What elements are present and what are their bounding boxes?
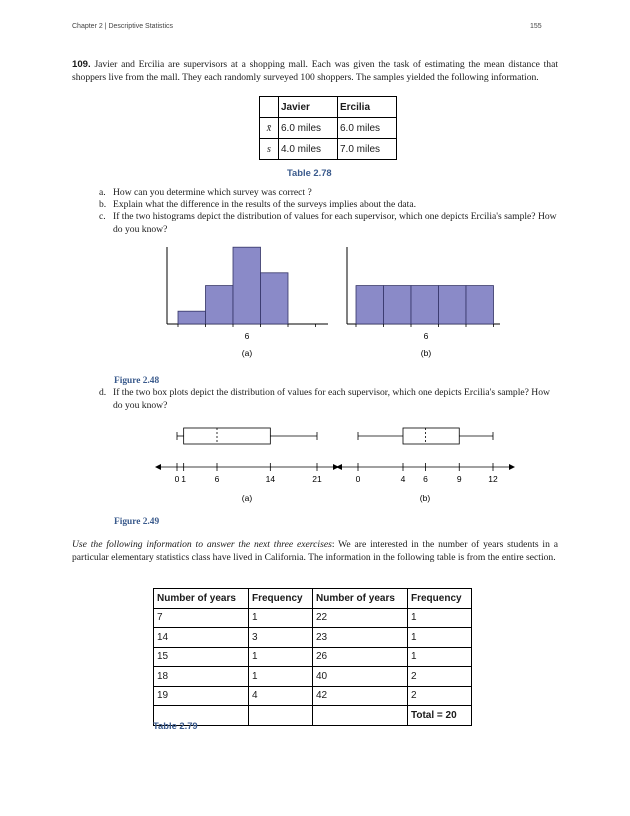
histogram-b bbox=[347, 247, 500, 327]
table-header: Number of years bbox=[313, 589, 408, 609]
histogram-bar bbox=[466, 286, 494, 324]
boxplot-a-label: (a) bbox=[241, 493, 253, 503]
histogram-bar bbox=[178, 311, 206, 324]
table-header-row bbox=[260, 97, 397, 118]
tick-label: 0 bbox=[174, 474, 180, 484]
table-cell: 26 bbox=[313, 647, 408, 667]
tick-label: 6 bbox=[423, 474, 428, 484]
intro-paragraph bbox=[72, 538, 558, 564]
table-cell: 6.0 miles bbox=[279, 118, 338, 139]
table-cell: 42 bbox=[313, 686, 408, 706]
figure-caption: Figure 2.49 bbox=[114, 517, 160, 527]
boxplot-b-label: (b) bbox=[419, 493, 431, 503]
table-header-javier: Javier bbox=[279, 97, 338, 118]
tick-label: 21 bbox=[312, 474, 322, 484]
tick-label: 12 bbox=[488, 474, 498, 484]
table-row bbox=[154, 686, 472, 706]
table-row bbox=[154, 667, 472, 687]
intro-italic: Use the following information to answer the next three exercises bbox=[72, 539, 332, 550]
table-caption: Table 2.79 bbox=[153, 720, 198, 731]
table-row bbox=[260, 118, 397, 139]
table-cell: 23 bbox=[313, 628, 408, 648]
tick-label: 4 bbox=[400, 474, 406, 484]
table-cell: 3 bbox=[249, 628, 313, 648]
table-cell: 19 bbox=[154, 686, 249, 706]
histogram-b-label: (b) bbox=[420, 348, 432, 358]
table-cell: 40 bbox=[313, 667, 408, 687]
section-label: Descriptive Statistics bbox=[108, 23, 174, 30]
table-cell: 18 bbox=[154, 667, 249, 687]
table-row bbox=[260, 139, 397, 160]
table-row bbox=[154, 628, 472, 648]
figure-2-48 bbox=[160, 240, 500, 365]
table-row bbox=[154, 608, 472, 628]
problem-109 bbox=[72, 58, 558, 84]
table-cell: 1 bbox=[249, 647, 313, 667]
tick-label: 6 bbox=[214, 474, 220, 484]
table-total-cell: Total = 20 bbox=[408, 706, 472, 726]
table-cell: 14 bbox=[154, 628, 249, 648]
table-header-ercilia: Ercilia bbox=[338, 97, 397, 118]
figure-2-49 bbox=[155, 420, 515, 505]
table-header: Frequency bbox=[249, 589, 313, 609]
box bbox=[403, 428, 459, 444]
tick-label: 9 bbox=[456, 474, 462, 484]
table-cell: 1 bbox=[249, 608, 313, 628]
table-cell: 1 bbox=[249, 667, 313, 687]
table-cell: 2 bbox=[408, 667, 472, 687]
table-cell: 6.0 miles bbox=[338, 118, 397, 139]
figure-caption: Figure 2.48 bbox=[114, 376, 160, 386]
histogram-bar bbox=[233, 247, 261, 324]
table-header: Number of years bbox=[154, 589, 249, 609]
table-cell: 1 bbox=[408, 608, 472, 628]
table-cell: 7 bbox=[154, 608, 249, 628]
table-2-78 bbox=[259, 96, 397, 160]
table-cell: 22 bbox=[313, 608, 408, 628]
table-cell: 2 bbox=[408, 686, 472, 706]
tick-label: 6 bbox=[423, 331, 429, 341]
table-cell: 1 bbox=[408, 628, 472, 648]
table-header: Frequency bbox=[408, 589, 472, 609]
histogram-a bbox=[167, 247, 328, 327]
running-header: Chapter 2 | Descriptive Statistics bbox=[72, 23, 174, 30]
left-arrow-icon bbox=[155, 464, 161, 470]
boxplot-a bbox=[155, 428, 339, 484]
intro-text: : We are interested in the number of years students in a particular elementary statistics class have lived in California. The information in the following table is from the entire section. bbox=[72, 539, 558, 563]
box bbox=[184, 428, 271, 444]
table-cell bbox=[249, 706, 313, 726]
table-cell: 1 bbox=[408, 647, 472, 667]
chapter-label: Chapter 2 bbox=[72, 23, 103, 30]
table-header-row bbox=[154, 589, 472, 609]
histogram-bar bbox=[439, 286, 467, 324]
table-cell: 15 bbox=[154, 647, 249, 667]
histogram-bar bbox=[261, 273, 289, 324]
histogram-bar bbox=[384, 286, 412, 324]
tick-label: 1 bbox=[181, 474, 187, 484]
left-arrow-icon bbox=[336, 464, 342, 470]
tick-label: 0 bbox=[355, 474, 361, 484]
problem-number: 109. bbox=[72, 59, 91, 70]
table-cell bbox=[313, 706, 408, 726]
histogram-bar bbox=[356, 286, 384, 324]
table-row bbox=[154, 647, 472, 667]
table-cell: x̄ bbox=[260, 118, 279, 139]
table-cell: s bbox=[260, 139, 279, 160]
boxplot-b bbox=[336, 428, 515, 484]
tick-label: 6 bbox=[244, 331, 250, 341]
histogram-a-label: (a) bbox=[241, 348, 253, 358]
table-cell bbox=[260, 97, 279, 118]
table-row bbox=[154, 706, 472, 726]
histogram-bar bbox=[411, 286, 439, 324]
tick-label: 14 bbox=[265, 474, 276, 484]
problem-text: Javier and Ercilia are supervisors at a shopping mall. Each was given the task of estimating the mean distance that shoppers live from the mall. They each randomly surveyed 100 shoppers. The samples yielded the following information. bbox=[72, 59, 558, 83]
table-cell: 4.0 miles bbox=[279, 139, 338, 160]
right-arrow-icon bbox=[509, 464, 515, 470]
table-cell: 4 bbox=[249, 686, 313, 706]
table-2-79 bbox=[153, 588, 472, 726]
page-number: 155 bbox=[530, 23, 542, 30]
table-caption: Table 2.78 bbox=[287, 167, 332, 178]
histogram-bar bbox=[206, 286, 234, 324]
table-cell: 7.0 miles bbox=[338, 139, 397, 160]
